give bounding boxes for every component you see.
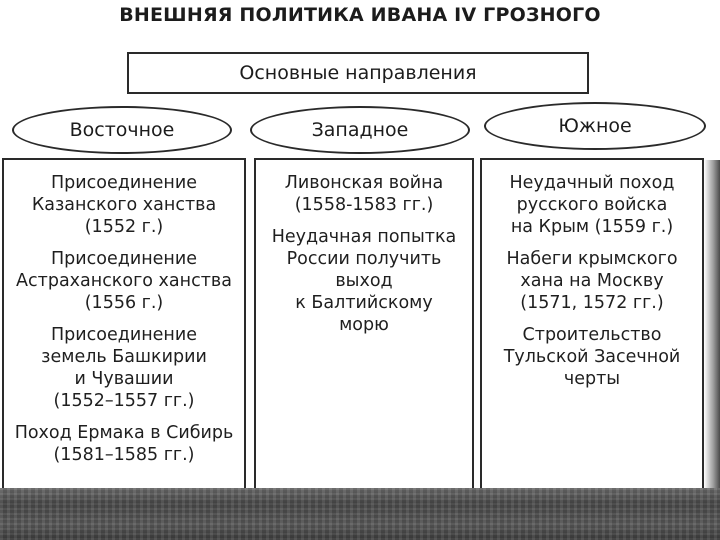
right-edge-shadow	[704, 160, 720, 490]
south-item-1: Неудачный поход русского войска на Крым (1559 г.)	[509, 173, 675, 237]
main-directions-box	[127, 52, 589, 94]
column-south	[480, 158, 704, 488]
south-item-2: Набеги крымского хана на Москву (1571, 1572 гг.)	[506, 249, 678, 313]
ellipse-east-label: Восточное	[69, 119, 175, 141]
west-item-1: Ливонская война (1558-1583 гг.)	[284, 173, 444, 215]
west-item-2: Неудачная попытка России получить выход к Балтийскому морю	[271, 227, 457, 335]
east-item-4: Поход Ермака в Сибирь (1581–1585 гг.)	[14, 423, 234, 465]
ellipse-south-label: Южное	[558, 115, 632, 137]
east-item-1: Присоединение Казанского ханства (1552 г.)	[31, 173, 217, 237]
diagram-title: ВНЕШНЯЯ ПОЛИТИКА ИВАНА IV ГРОЗНОГО	[119, 4, 601, 26]
east-item-3: Присоединение земель Башкирии и Чувашии (1552–1557 гг.)	[41, 325, 207, 411]
column-east	[2, 158, 246, 488]
ellipse-west	[250, 106, 470, 154]
main-directions-label: Основные направления	[239, 62, 477, 84]
ellipse-south	[484, 102, 706, 150]
bottom-texture-band	[0, 488, 720, 540]
east-item-2: Присоединение Астраханского ханства (1556 г.)	[16, 249, 232, 313]
column-west	[254, 158, 474, 488]
south-item-3: Строительство Тульской Засечной черты	[503, 325, 681, 389]
ellipse-west-label: Западное	[311, 119, 409, 141]
texture-grain	[0, 488, 720, 540]
ellipse-east	[12, 106, 232, 154]
